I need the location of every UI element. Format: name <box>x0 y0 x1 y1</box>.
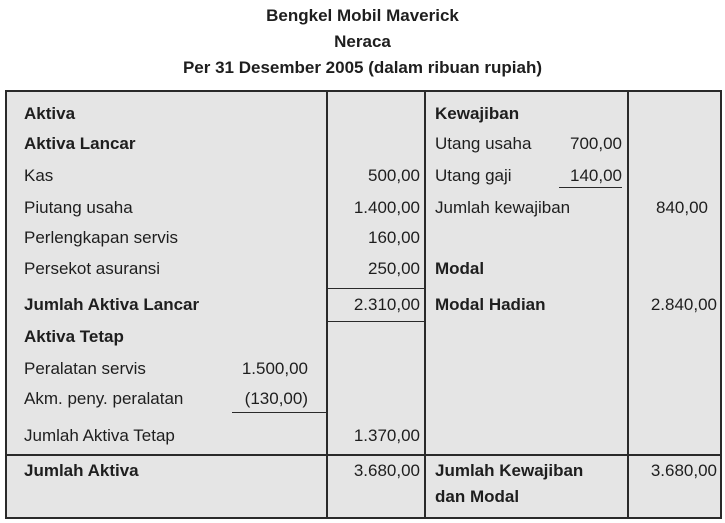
assets-heading: Aktiva <box>24 104 76 123</box>
asset-value-perlengkapan: 160,00 <box>368 228 420 247</box>
grand-total-label-line2: dan Modal <box>435 487 520 506</box>
equity-value: 2.840,00 <box>650 295 717 314</box>
current-assets-total-label: Jumlah Aktiva Lancar <box>24 295 200 314</box>
asset-label-persekot: Persekot asuransi <box>24 259 161 278</box>
total-assets-value: 3.680,00 <box>353 461 420 480</box>
liability-label-utang-gaji: Utang gaji <box>435 166 512 185</box>
fixed-asset-value-peralatan: 1.500,00 <box>241 359 308 378</box>
fixed-asset-value-akumulasi: (130,00) <box>244 389 308 408</box>
grand-total-value: 3.680,00 <box>650 461 717 480</box>
liability-label-utang-usaha: Utang usaha <box>435 134 532 153</box>
liability-value-utang-gaji: 140,00 <box>559 165 622 188</box>
liability-value-utang-usaha: 700,00 <box>570 134 622 153</box>
current-assets-heading: Aktiva Lancar <box>24 134 136 153</box>
fixed-assets-subtotal-rule <box>232 412 326 413</box>
asset-label-kas: Kas <box>24 166 54 185</box>
company-name: Bengkel Mobil Maverick <box>266 6 459 25</box>
balance-sheet-table <box>5 90 722 519</box>
total-assets-label: Jumlah Aktiva <box>24 461 139 480</box>
current-assets-total-value: 2.310,00 <box>353 295 420 314</box>
fixed-assets-total-value: 1.370,00 <box>353 426 420 445</box>
asset-value-piutang: 1.400,00 <box>353 198 420 217</box>
liabilities-total-label: Jumlah kewajiban <box>435 198 571 217</box>
liabilities-heading: Kewajiban <box>435 104 520 123</box>
equity-label: Modal Hadian <box>435 295 546 314</box>
equity-heading: Modal <box>435 259 485 278</box>
fixed-assets-total-label: Jumlah Aktiva Tetap <box>24 426 175 445</box>
liabilities-total-value: 840,00 <box>656 198 708 217</box>
fixed-assets-heading: Aktiva Tetap <box>24 327 124 346</box>
asset-label-piutang: Piutang usaha <box>24 198 133 217</box>
asset-value-kas: 500,00 <box>368 166 420 185</box>
grand-total-label-line1: Jumlah Kewajiban <box>435 461 584 480</box>
report-period: Per 31 Desember 2005 (dalam ribuan rupiah) <box>182 58 543 77</box>
asset-label-perlengkapan: Perlengkapan servis <box>24 228 179 247</box>
current-assets-total-rule-bottom <box>327 321 424 322</box>
current-assets-total-rule-top <box>327 288 424 289</box>
total-rule <box>7 454 720 456</box>
fixed-asset-label-akumulasi: Akm. peny. peralatan <box>24 389 184 408</box>
fixed-asset-label-peralatan: Peralatan servis <box>24 359 146 378</box>
asset-value-persekot: 250,00 <box>368 259 420 278</box>
report-title: Neraca <box>334 32 391 51</box>
